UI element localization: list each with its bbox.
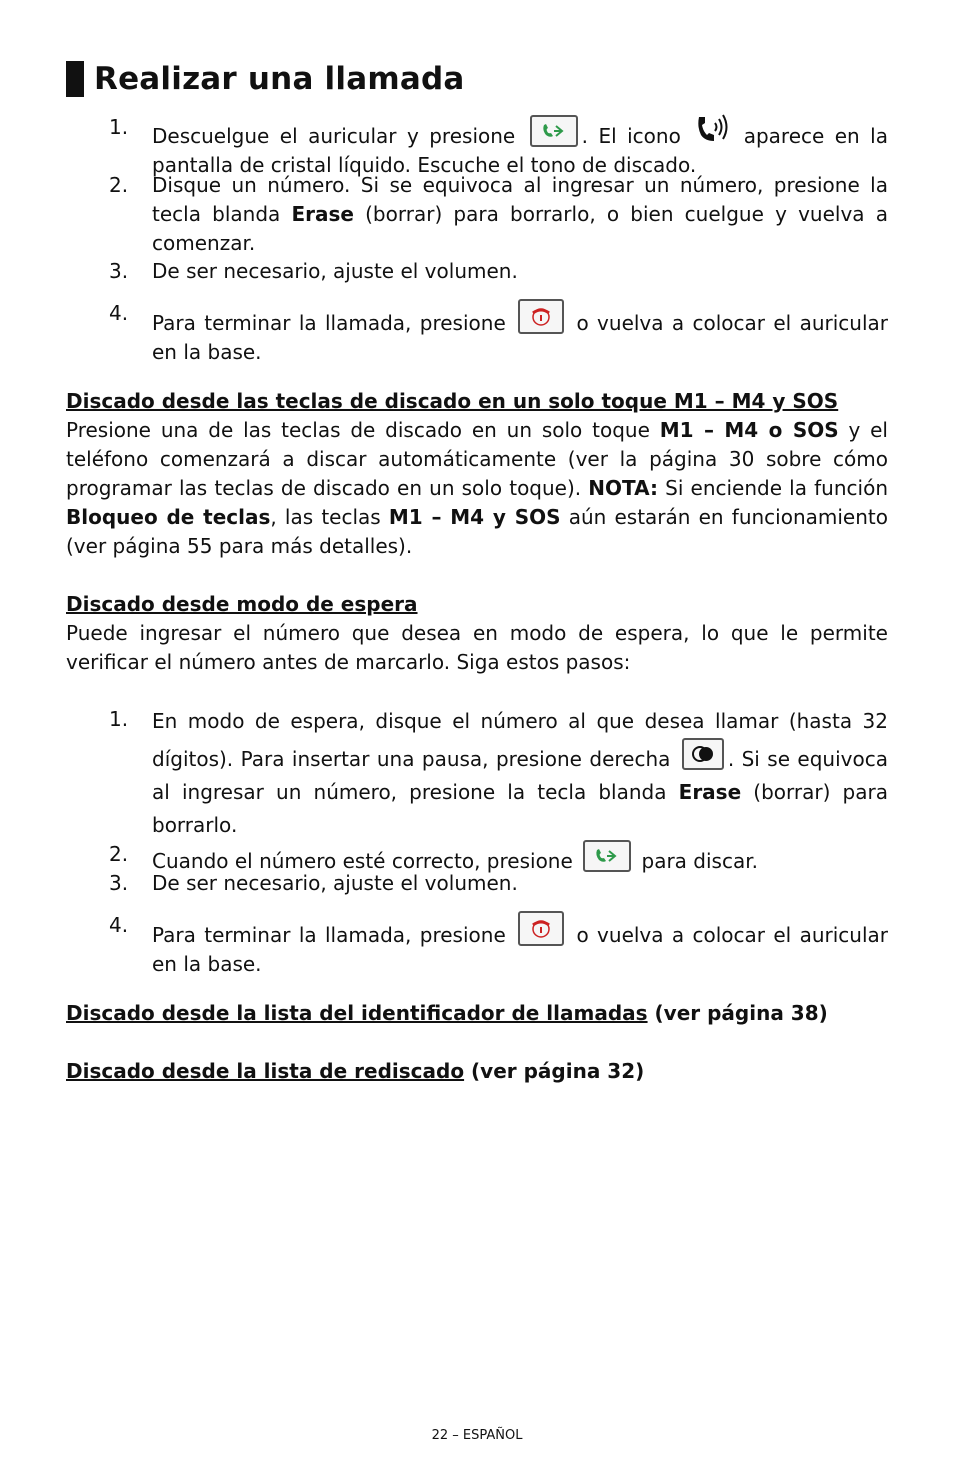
list-text: En modo de espera, disque el número al que desea llamar (hasta 32 dígitos). Para insertar una pausa, presione derecha . Si se equivoca al ingresar un número, presione la tecla blanda Erase (borrar) para borrarlo. <box>152 709 888 837</box>
list-number: 2. <box>109 842 129 866</box>
paragraph: Puede ingresar el número que desea en modo de espera, lo que le permite verificar el número antes de marcarlo. Siga estos pasos: <box>66 621 888 674</box>
list-text: Cuando el número esté correcto, presione para discar. <box>152 840 888 876</box>
section-heading: Discado desde modo de espera <box>66 592 418 616</box>
list-number: 1. <box>109 707 129 731</box>
section-heading: Discado desde la lista del identificador de llamadas (ver página 38) <box>66 1001 828 1025</box>
title-marker <box>66 61 84 97</box>
talk-key-icon <box>530 115 578 147</box>
list-number: 2. <box>109 173 129 197</box>
list-text: Para terminar la llamada, presione o vuelva a colocar el auricular en la base. <box>152 911 888 979</box>
talk-key-icon <box>583 840 631 872</box>
section-heading: Discado desde la lista de rediscado (ver página 32) <box>66 1059 645 1083</box>
list-number: 4. <box>109 913 129 937</box>
end-key-icon <box>518 299 564 334</box>
list-text: De ser necesario, ajuste el volumen. <box>152 871 518 895</box>
page-title <box>66 58 464 100</box>
paragraph: Presione una de las teclas de discado en un solo toque M1 – M4 o SOS y el teléfono comenzará a discar automáticamente (ver la página 30 sobre cómo programar las teclas de discado en un solo toque). NOTA: Si enciende la función Bloqueo de teclas, las teclas M1 – M4 y SOS aún estarán en funcionamiento (ver página 55 para más detalles). <box>66 418 888 558</box>
list-number: 1. <box>109 115 129 139</box>
ringing-phone-icon <box>695 113 729 145</box>
end-key-icon <box>518 911 564 946</box>
list-text: Para terminar la llamada, presione o vuelva a colocar el auricular en la base. <box>152 299 888 367</box>
page-footer: 22 – ESPAÑOL <box>431 1428 523 1443</box>
list-number: 3. <box>109 871 129 895</box>
list-number: 3. <box>109 259 129 283</box>
list-text: Disque un número. Si se equivoca al ingresar un número, presione la tecla blanda Erase (borrar) para borrarlo, o bien cuelgue y vuelva a comenzar. <box>152 173 888 255</box>
list-text: De ser necesario, ajuste el volumen. <box>152 259 518 283</box>
list-number: 4. <box>109 301 129 325</box>
right-pause-key-icon <box>682 738 724 770</box>
page-title-text: Realizar una llamada <box>94 61 465 97</box>
section-heading: Discado desde las teclas de discado en un solo toque M1 – M4 y SOS <box>66 389 839 413</box>
list-text: Descuelgue el auricular y presione . El icono aparece en la pantalla de cristal líquido. Escuche el tono de discado. <box>152 113 888 180</box>
